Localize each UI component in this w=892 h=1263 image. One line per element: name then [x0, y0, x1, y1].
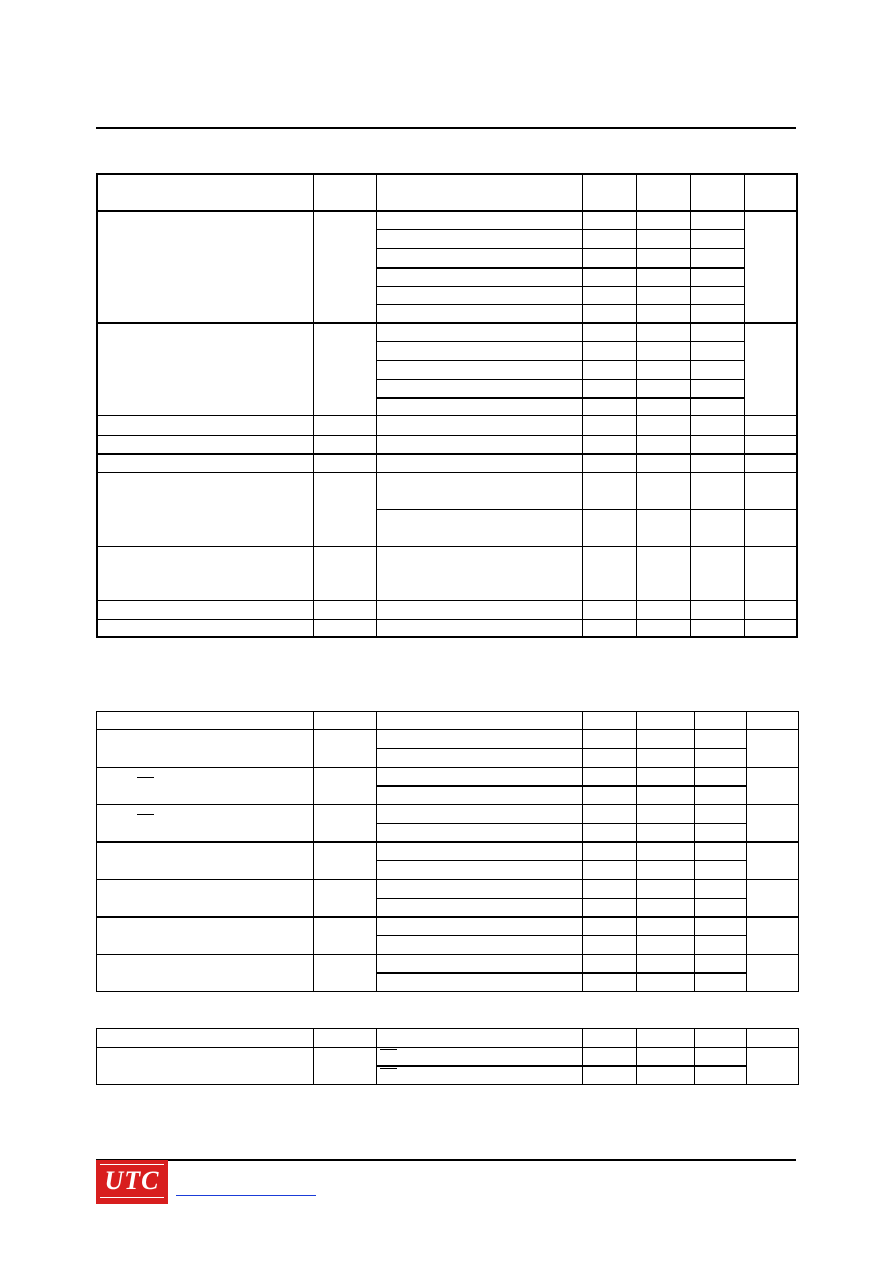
- table1-col-divider: [636, 173, 637, 638]
- table2-col-divider: [636, 711, 637, 992]
- table3-col-divider: [746, 1028, 747, 1085]
- table2-col-divider: [694, 711, 695, 992]
- table2-col-divider: [746, 711, 747, 992]
- overline-mark: [137, 814, 154, 815]
- table2-col-divider: [376, 711, 377, 992]
- overline-mark: [137, 777, 154, 778]
- logo-top-line: [100, 1164, 164, 1165]
- table2-subrow-divider: [376, 898, 746, 899]
- table2-subrow-divider: [376, 935, 746, 936]
- table2-row-divider: [96, 767, 799, 768]
- table1-row-divider: [96, 435, 798, 436]
- table1-row-divider: [96, 453, 798, 455]
- logo-bottom-line: [100, 1197, 164, 1198]
- utc-logo-text: UTC: [104, 1166, 160, 1195]
- footer-rule: [96, 1159, 796, 1161]
- table2-col-divider: [313, 711, 314, 992]
- table1-subrow-divider: [376, 248, 744, 249]
- table1-subrow-divider: [376, 379, 744, 380]
- website-link-underline[interactable]: [176, 1195, 316, 1196]
- table1-subrow-divider: [376, 286, 744, 287]
- table1-subrow-divider: [376, 267, 744, 269]
- overline-mark: [380, 1049, 397, 1050]
- table3-row-divider: [96, 1047, 799, 1048]
- table1-col-divider: [376, 173, 377, 638]
- table1-row-divider: [96, 619, 798, 620]
- table2-row-divider: [96, 954, 799, 955]
- table1-subrow-divider: [376, 360, 744, 361]
- table2-subrow-divider: [376, 972, 746, 974]
- table3-col-divider: [376, 1028, 377, 1085]
- table3-subrow-divider: [376, 1065, 746, 1067]
- table3-col-divider: [694, 1028, 695, 1085]
- table1-subrow-divider: [376, 341, 744, 342]
- table2-col-divider: [582, 711, 583, 992]
- table1-row-divider: [96, 546, 798, 547]
- table3-col-divider: [313, 1028, 314, 1085]
- table2-row-divider: [96, 916, 799, 918]
- table1-col-divider: [582, 173, 583, 638]
- header-rule: [96, 127, 796, 129]
- table2-row-divider: [96, 879, 799, 880]
- table2-row-divider: [96, 804, 799, 805]
- table1-col-divider: [744, 173, 745, 638]
- table1-subrow-divider: [376, 229, 744, 230]
- electrical-characteristics-table-1: [96, 173, 798, 638]
- table2-row-divider: [96, 841, 799, 843]
- table1-subrow-divider: [376, 509, 798, 510]
- table1-row-divider: [96, 210, 798, 212]
- utc-logo: [96, 1160, 168, 1204]
- overline-mark: [380, 1068, 397, 1069]
- table2-subrow-divider: [376, 748, 746, 749]
- table2-subrow-divider: [376, 860, 746, 861]
- table2-subrow-divider: [376, 785, 746, 787]
- table1-col-divider: [690, 173, 691, 638]
- table1-row-divider: [96, 600, 798, 601]
- table1-row-divider: [96, 322, 798, 324]
- table1-row-divider: [96, 472, 798, 473]
- table2-row-divider: [96, 729, 799, 730]
- table1-row-divider: [96, 415, 798, 416]
- table1-subrow-divider: [376, 304, 744, 305]
- table1-subrow-divider: [376, 397, 744, 399]
- table3-col-divider: [636, 1028, 637, 1085]
- table1-col-divider: [313, 173, 314, 638]
- table3-col-divider: [582, 1028, 583, 1085]
- table2-subrow-divider: [376, 823, 746, 824]
